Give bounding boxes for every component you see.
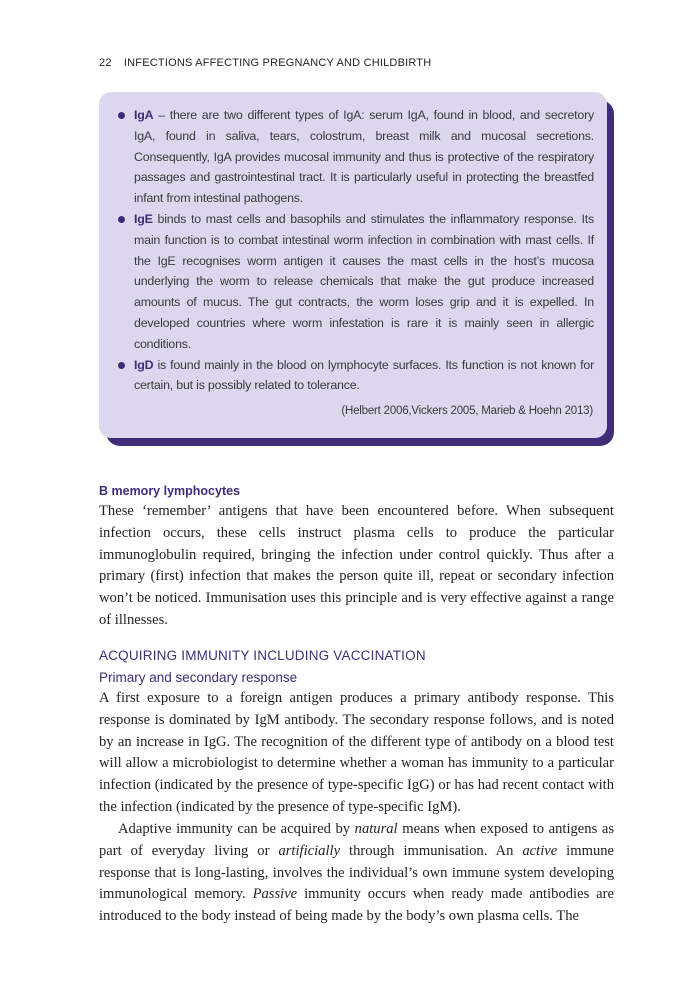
paragraph-b-memory: These ‘remember’ antigens that have been encountered before. When subsequent infection occurs, these cells instruct plasma cells to produce the particular immunoglobulin required, bringing the infection under control quickly. Thus after a primary (first) infection that makes the person quite ill, repeat or secondary infection won’t be noticed. Immunisation uses this principle and is very effective against a range of illnesses.	[99, 503, 614, 628]
page-number: 22	[99, 57, 112, 69]
term-ige: IgE	[134, 211, 153, 226]
item-text: is found mainly in the blood on lymphocyte surfaces. Its function is not known for certain, but is possibly related to tolerance.	[134, 357, 594, 393]
paragraph-adaptive-immunity	[99, 819, 614, 928]
term-igd: IgD	[134, 357, 154, 372]
list-item-iga	[117, 105, 594, 209]
immunoglobulin-list	[117, 105, 594, 396]
bullet-icon	[118, 362, 125, 369]
immunoglobulin-box	[99, 92, 614, 449]
bullet-icon	[118, 112, 125, 119]
text-run: immune response that is long-lasting, involves the individual’s own immune system developing immunological memory.	[99, 842, 615, 903]
running-head	[99, 57, 431, 69]
box-citation: (Helbert 2006,Vickers 2005, Marieb & Hoehn 2013)	[341, 405, 593, 417]
box-panel	[99, 92, 607, 438]
emphasis-passive: Passive	[252, 886, 298, 903]
text-run: through immunisation. An	[340, 842, 523, 859]
subheading-primary-secondary: Primary and secondary response	[99, 670, 298, 685]
list-item-ige	[117, 209, 594, 355]
emphasis-active: active	[522, 842, 558, 859]
section-heading-acquiring-immunity: ACQUIRING IMMUNITY INCLUDING VACCINATION	[99, 648, 426, 663]
item-text: – there are two different types of IgA: serum IgA, found in blood, and secretory IgA, found in saliva, tears, colostrum, breast milk and mucosal secretions. Consequently, IgA provides mucosal immunity and thus is protective of the respiratory passages and gastrointestinal tract. It is particularly useful in protecting the breastfed infant from intestinal pathogens.	[134, 108, 594, 206]
bullet-icon	[118, 216, 125, 223]
paragraph-primary-response: A first exposure to a foreign antigen produces a primary antibody response. This response is dominated by IgM antibody. The secondary response follows, and is noted by an increase in IgG. The recognition of the different type of antibody on a blood test will allow a microbiologist to determine whether a woman has immunity to a particular infection (indicated by the presence of type-specific IgG) or has had recent contact with the infection (indicated by the presence of type-specific IgM).	[99, 690, 614, 815]
text-run: Adaptive immunity can be acquired by	[118, 821, 355, 837]
text-run: immunity occurs when ready made antibodies are introduced to the body instead of being made by the body’s own plasma cells. The	[99, 886, 614, 925]
emphasis-natural: natural	[354, 821, 398, 837]
text-run: means when exposed to antigens as part of everyday living or	[99, 821, 615, 859]
list-item-igd	[117, 355, 594, 397]
running-head-title: INFECTIONS AFFECTING PREGNANCY AND CHILDBIRTH	[123, 57, 432, 69]
item-text: binds to mast cells and basophils and stimulates the inflammatory response. Its main function is to combat intestinal worm infection in combination with mast cells. If the IgE recognises worm antigen it causes the mast cells in the host’s mucosa underlying the worm to release chemicals that make the gut produce increased amounts of mucus. The gut contracts, the worm loses grip and it is expelled. In developed countries where worm infestation is rare it is mainly seen in allergic conditions.	[134, 211, 594, 351]
section-heading-b-memory: B memory lymphocytes	[99, 484, 241, 498]
emphasis-artificially: artificially	[278, 842, 341, 859]
term-iga: IgA	[134, 108, 154, 122]
